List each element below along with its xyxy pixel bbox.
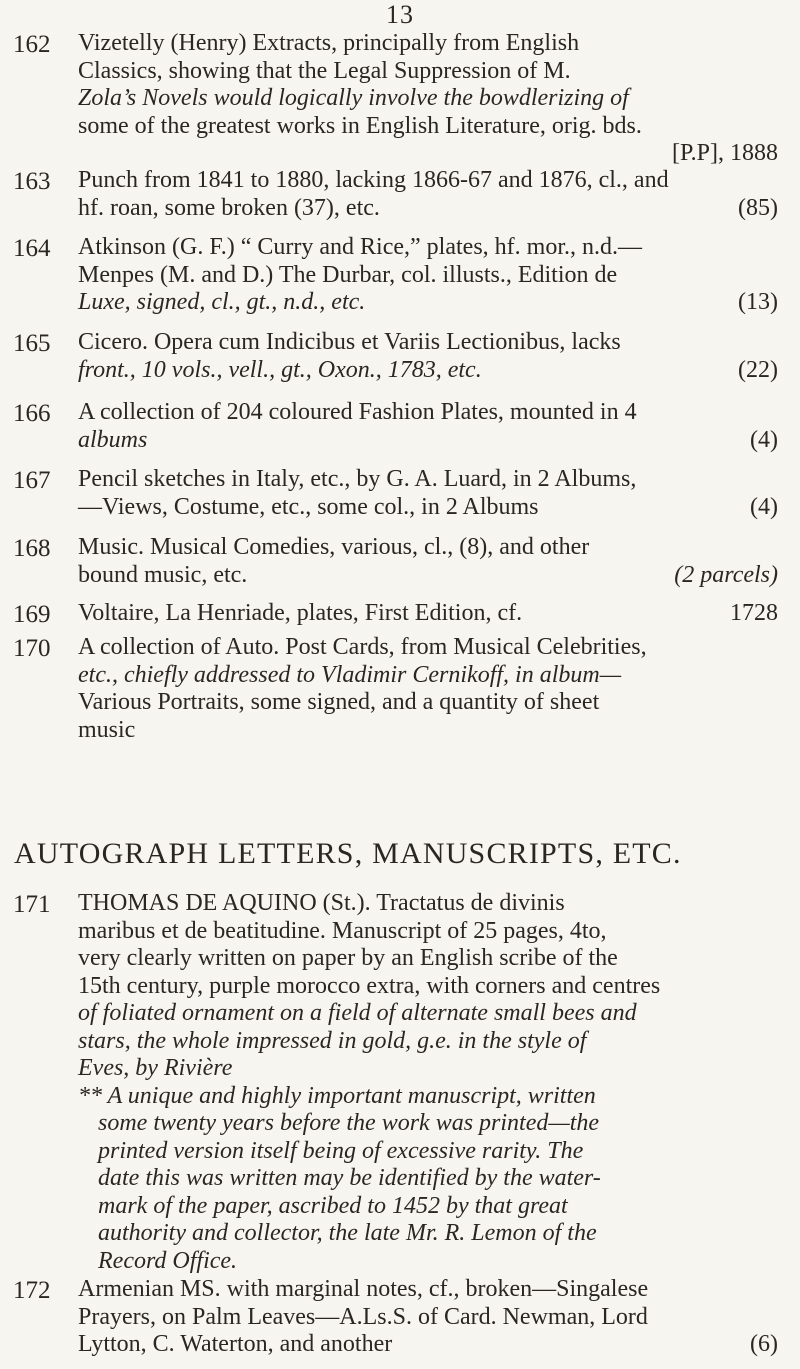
lot-line: THOMAS DE AQUINO (St.). Tractatus de divinis (78, 890, 565, 916)
lot-line: [P.P], 1888 (671, 140, 778, 166)
lot-line: bound music, etc. (78, 561, 248, 588)
lot-note-line: authority and collector, the late Mr. R. Lemon of the (98, 1220, 597, 1246)
lot-description (78, 634, 778, 744)
lot-line: stars, the whole impressed in gold, g.e. in the style of (78, 1027, 587, 1054)
lot-line: of foliated ornament on a field of alternate small bees and (78, 1000, 637, 1026)
lot-description (78, 30, 778, 168)
lot-line: Lytton, C. Waterton, and another (78, 1331, 393, 1357)
lot-number: 168 (13, 535, 51, 562)
lot-description (78, 234, 778, 317)
lot-note-line: mark of the paper, ascribed to 1452 by that great (98, 1192, 568, 1219)
lot-line: A collection of Auto. Post Cards, from Musical Celebrities, (78, 634, 647, 660)
lot-number: 165 (13, 330, 51, 357)
lot-line: etc., chiefly addressed to Vladimir Cernikoff, in album— (78, 661, 622, 688)
lot-line: music (78, 716, 136, 743)
lot-quantity: (4) (750, 493, 778, 520)
lot-line: Atkinson (G. F.) “ Curry and Rice,” plates, hf. mor., n.d.— (78, 234, 642, 260)
lot-number: 172 (13, 1277, 51, 1304)
lot-line: Eves, by Rivière (78, 1055, 233, 1081)
lot-note-line: some twenty years before the work was printed—the (98, 1110, 600, 1136)
lot-line: Cicero. Opera cum Indicibus et Variis Lectionibus, lacks (78, 329, 621, 355)
lot-number: 163 (13, 168, 51, 195)
lot-line: maribus et de beatitudine. Manuscript of 25 pages, 4to, (78, 917, 607, 944)
lot-note-line: ** A unique and highly important manuscript, written (78, 1082, 596, 1109)
lot-description (78, 329, 778, 384)
lot-line: some of the greatest works in English Literature, orig. bds. (78, 112, 642, 139)
lot-description (78, 534, 778, 589)
lot-date: 1728 (730, 600, 778, 626)
lot-description (78, 1276, 778, 1359)
lot-line: Voltaire, La Henriade, plates, First Edition, cf. (78, 600, 523, 626)
lot-line: Luxe, signed, cl., gt., n.d., etc. (78, 289, 366, 315)
lot-description (78, 399, 778, 454)
lot-line: Pencil sketches in Italy, etc., by G. A. Luard, in 2 Albums, (78, 466, 637, 492)
lot-line: front., 10 vols., vell., gt., Oxon., 1783, etc. (78, 356, 482, 383)
lot-note-line: printed version itself being of excessive rarity. The (98, 1137, 584, 1164)
lot-line: 15th century, purple morocco extra, with corners and centres (78, 972, 661, 999)
lot-quantity: (22) (738, 356, 778, 383)
lot-number: 169 (13, 601, 51, 628)
lot-quantity: (4) (750, 426, 778, 453)
lot-number: 166 (13, 400, 51, 427)
lot-line: Armenian MS. with marginal notes, cf., broken—Singalese (78, 1276, 649, 1302)
lot-note-line: Record Office. (98, 1247, 238, 1274)
lot-line: Classics, showing that the Legal Suppression of M. (78, 57, 571, 84)
lot-description (78, 890, 778, 1275)
lot-description (78, 466, 778, 521)
lot-number: 170 (13, 635, 51, 662)
lot-quantity: (85) (738, 194, 778, 221)
lot-quantity: (2 parcels) (674, 561, 778, 588)
lot-note-line: date this was written may be identified by the water- (98, 1165, 601, 1191)
lot-line: Vizetelly (Henry) Extracts, principally from English (78, 30, 580, 56)
lot-line: A collection of 204 coloured Fashion Plates, mounted in 4 (78, 399, 637, 425)
lot-number: 171 (13, 891, 51, 918)
lot-description (78, 167, 778, 222)
lot-line: Music. Musical Comedies, various, cl., (8), and other (78, 534, 590, 560)
lot-quantity: (13) (738, 289, 778, 315)
lot-number: 164 (13, 235, 51, 262)
lot-number: 162 (13, 31, 51, 58)
lot-line: Zola’s Novels would logically involve the bowdlerizing of (78, 85, 629, 111)
lot-line: very clearly written on paper by an English scribe of the (78, 945, 618, 971)
lot-line: Prayers, on Palm Leaves—A.Ls.S. of Card. Newman, Lord (78, 1303, 648, 1330)
lot-line: albums (78, 426, 148, 453)
section-heading: AUTOGRAPH LETTERS, MANUSCRIPTS, ETC. (14, 837, 682, 870)
lot-line: Various Portraits, some signed, and a quantity of sheet (78, 689, 600, 715)
lot-line: hf. roan, some broken (37), etc. (78, 194, 380, 221)
lot-number: 167 (13, 467, 51, 494)
lot-line: —Views, Costume, etc., some col., in 2 Albums (78, 493, 539, 520)
lot-line: Menpes (M. and D.) The Durbar, col. illusts., Edition de (78, 261, 618, 288)
lot-line: Punch from 1841 to 1880, lacking 1866-67 and 1876, cl., and (78, 167, 669, 193)
page-number: 13 (386, 0, 414, 29)
lot-description (78, 600, 778, 628)
lot-quantity: (6) (750, 1331, 778, 1357)
